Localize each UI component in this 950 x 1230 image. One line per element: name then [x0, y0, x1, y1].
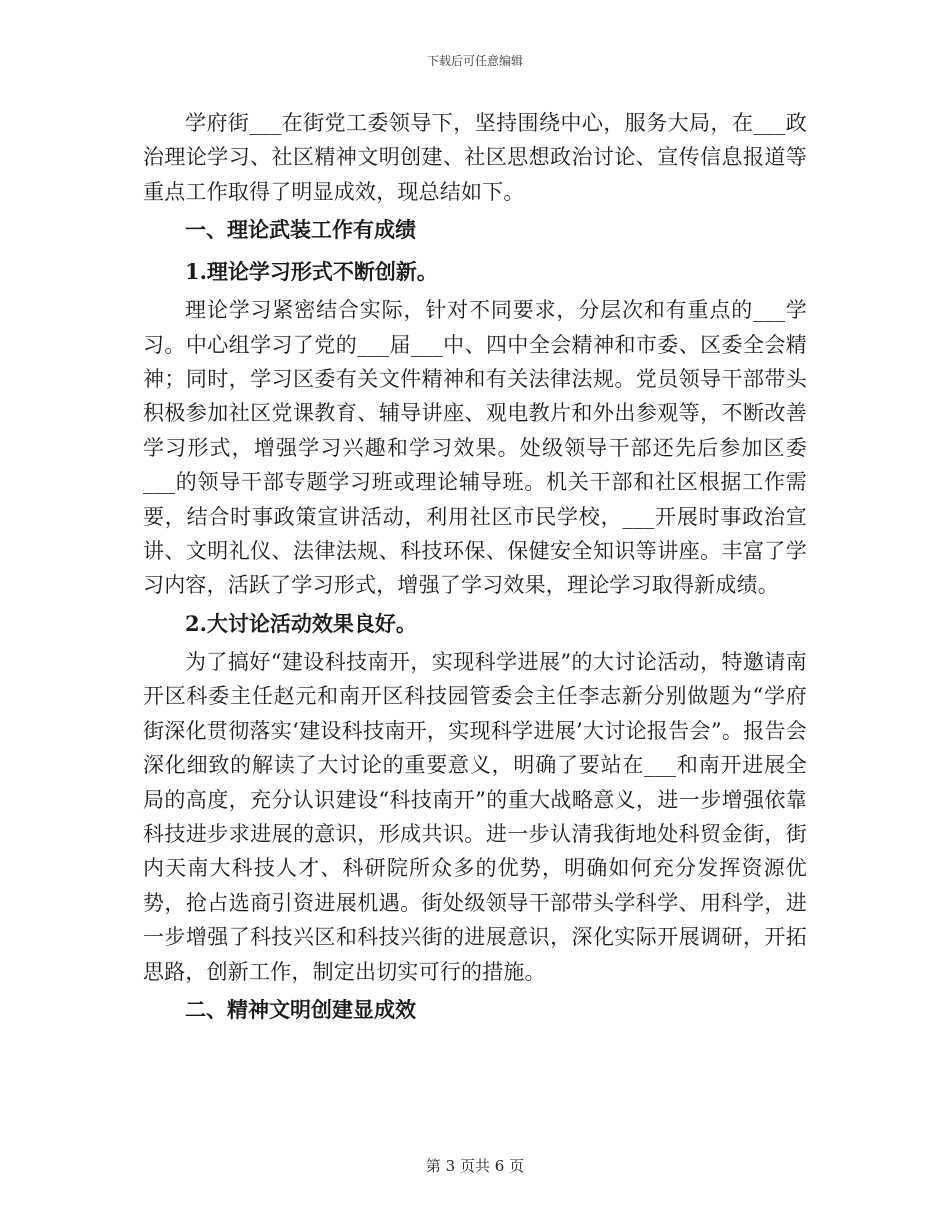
page-header: 下载后可任意编辑: [426, 54, 523, 68]
paragraph-discussion: 为了搞好“建设科技南开，实现科学进展”的大讨论活动，特邀请南开区科委主任赵元和南开区科技园管委会主任李志新分别做题为“学府街深化贯彻落实‘建设科技南开，实现科学进展’大讨论报告会”。报告会深化细致的解读了大讨论的重要意义，明确了要站在___和南开进展全局的高度，充分认识建设“科技南开”的重大战略意义，进一步增强依靠科技进步求进展的意识，形成共识。进一步认清我街地处科贸金街，街内天南大科技人才、科研院所众多的优势，明确如何充分发挥资源优势，抢占选商引资进展机遇。街处级领导干部带头学科学、用科学，进一步增强了科技兴区和科技兴街的进展意识，深化实际开展调研，开拓思路，创新工作，制定出切实可行的措施。: [143, 649, 807, 984]
paragraph-theory-study: 理论学习紧密结合实际，针对不同要求，分层次和有重点的___学习。中心组学习了党的___届___中、四中全会精神和市委、区委全会精神；同时，学习区委有关文件精神和有关法律法规。党员领导干部带头积极参加社区党课教育、辅导讲座、观电教片和外出参观等，不断改善学习形式，增强学习兴趣和学习效果。处级领导干部还先后参加区委___的领导干部专题学习班或理论辅导班。机关干部和社区根据工作需要，结合时事政策宣讲活动，利用社区市民学校，___开展时事政治宣讲、文明礼仪、法律法规、科技环保、保健安全知识等讲座。丰富了学习内容，活跃了学习形式，增强了学习效果，理论学习取得新成绩。: [143, 298, 807, 598]
subsection-heading-1-2: 2.大讨论活动效果良好。: [185, 610, 417, 636]
document-body: [143, 106, 807, 1031]
page-footer: 第 3 页共 6 页: [425, 1157, 525, 1175]
subsection-heading-1-1: 1.理论学习形式不断创新。: [185, 259, 438, 285]
section-heading-1: 一、理论武装工作有成绩: [185, 217, 416, 243]
intro-paragraph: 学府街___在街党工委领导下，坚持围绕中心，服务大局，在___政治理论学习、社区精神文明创建、社区思想政治讨论、宣传信息报道等重点工作取得了明显成效，现总结如下。: [143, 111, 807, 204]
section-heading-2: 二、精神文明创建显成效: [185, 996, 416, 1022]
